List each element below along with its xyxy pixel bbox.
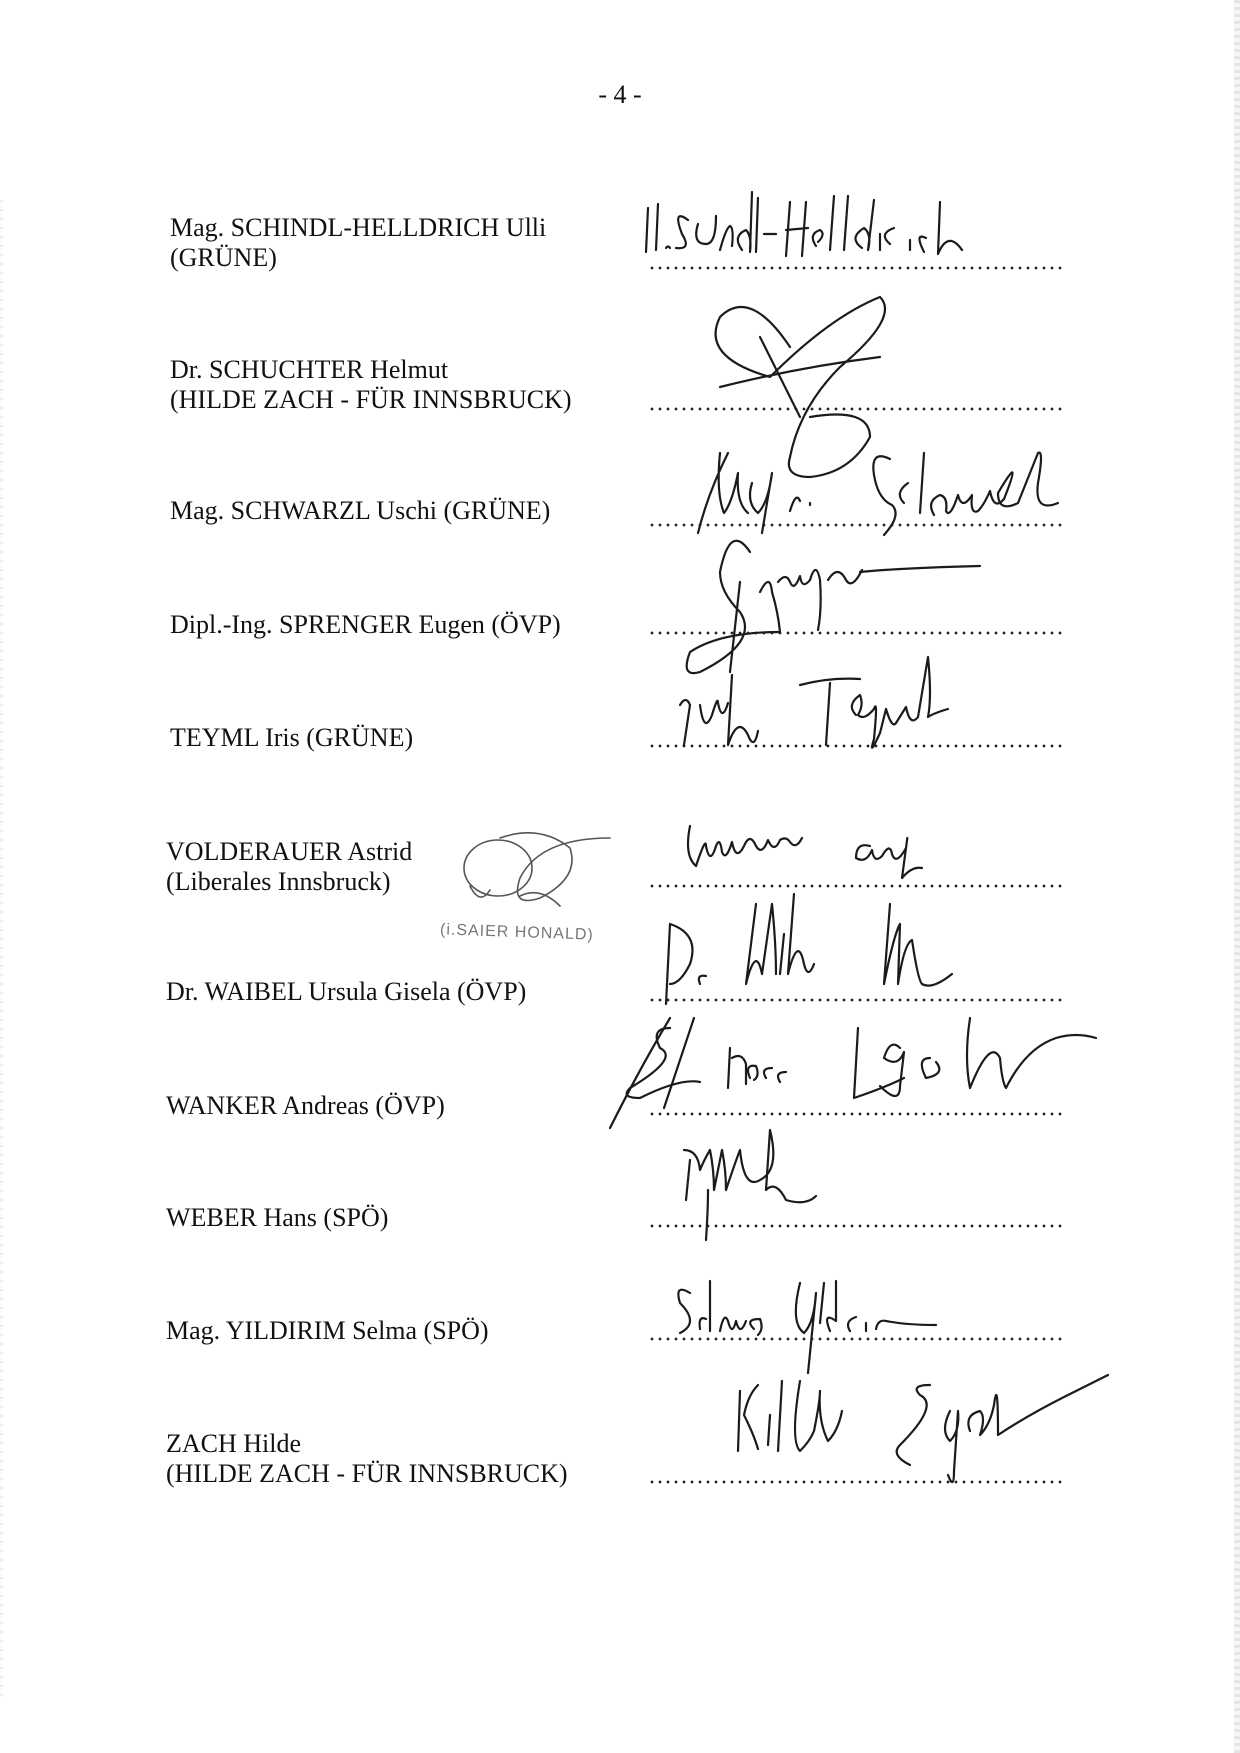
signatory-name-line2: (HILDE ZACH - FÜR INNSBRUCK) [166, 1459, 568, 1488]
signatory-entry [0, 1200, 1240, 1280]
signatory-name [166, 1091, 445, 1121]
signatory-name-line1: VOLDERAUER Astrid [166, 837, 413, 866]
stamp-annotation: (i.SAIER HONALD) [439, 921, 595, 944]
signature-image [670, 816, 1030, 886]
signature-line [648, 1337, 1063, 1341]
signature-line [648, 523, 1063, 527]
signature-image [440, 826, 640, 916]
signatory-name [166, 977, 526, 1007]
signatory-entry [0, 1088, 1240, 1168]
signatory-name-line1: Dipl.-Ing. SPRENGER Eugen (ÖVP) [170, 610, 561, 639]
signatory-entry [0, 720, 1240, 800]
signatory-entry [0, 210, 1240, 290]
signatory-name [166, 1316, 489, 1346]
signatory-entry [0, 1313, 1240, 1393]
signatory-name [166, 1429, 568, 1489]
signature-image [640, 190, 1000, 270]
signatory-entry [0, 493, 1240, 573]
signature-line [648, 998, 1063, 1002]
signature-line [648, 1112, 1063, 1116]
signature-image [680, 443, 1100, 543]
signatory-name-line1: TEYML Iris (GRÜNE) [170, 723, 414, 752]
signatory-name [170, 213, 546, 273]
signatory-name [166, 837, 412, 897]
signatory-name-line1: Mag. SCHWARZL Uschi (GRÜNE) [170, 496, 551, 525]
signature-line [648, 266, 1063, 270]
signatory-name-line2: (Liberales Innsbruck) [166, 867, 391, 896]
signatory-name-line2: (HILDE ZACH - FÜR INNSBRUCK) [170, 385, 572, 414]
signatory-entry [0, 974, 1240, 1054]
signatory-entry [0, 1426, 1240, 1506]
signatory-name-line1: Dr. WAIBEL Ursula Gisela (ÖVP) [166, 977, 527, 1006]
signatory-name-line1: Mag. SCHINDL-HELLDRICH Ulli [170, 213, 547, 242]
signature-line [648, 1224, 1063, 1228]
signatory-name-line1: Dr. SCHUCHTER Helmut [170, 355, 449, 384]
page-number: - 4 - [598, 80, 642, 109]
signatory-name-line2: (GRÜNE) [170, 243, 277, 272]
signature-image [670, 1273, 970, 1373]
signatory-name-line1: WANKER Andreas (ÖVP) [166, 1091, 445, 1120]
signature-image [700, 277, 900, 447]
signatory-name-line1: ZACH Hilde [166, 1429, 302, 1458]
signature-line [648, 884, 1063, 888]
signatory-name [170, 496, 550, 526]
signatory-entry [0, 834, 1240, 914]
signatory-entry [0, 352, 1240, 432]
signatory-name [170, 355, 572, 415]
signatory-name [170, 723, 413, 753]
signatory-name [170, 610, 561, 640]
signature-line [648, 1480, 1063, 1484]
signatory-name [166, 1203, 388, 1233]
signature-line [648, 407, 1063, 411]
signatory-name-line1: WEBER Hans (SPÖ) [166, 1203, 389, 1232]
signature-line [648, 631, 1063, 635]
signatory-entry [0, 607, 1240, 687]
signature-line [648, 744, 1063, 748]
signatory-name-line1: Mag. YILDIRIM Selma (SPÖ) [166, 1316, 489, 1345]
